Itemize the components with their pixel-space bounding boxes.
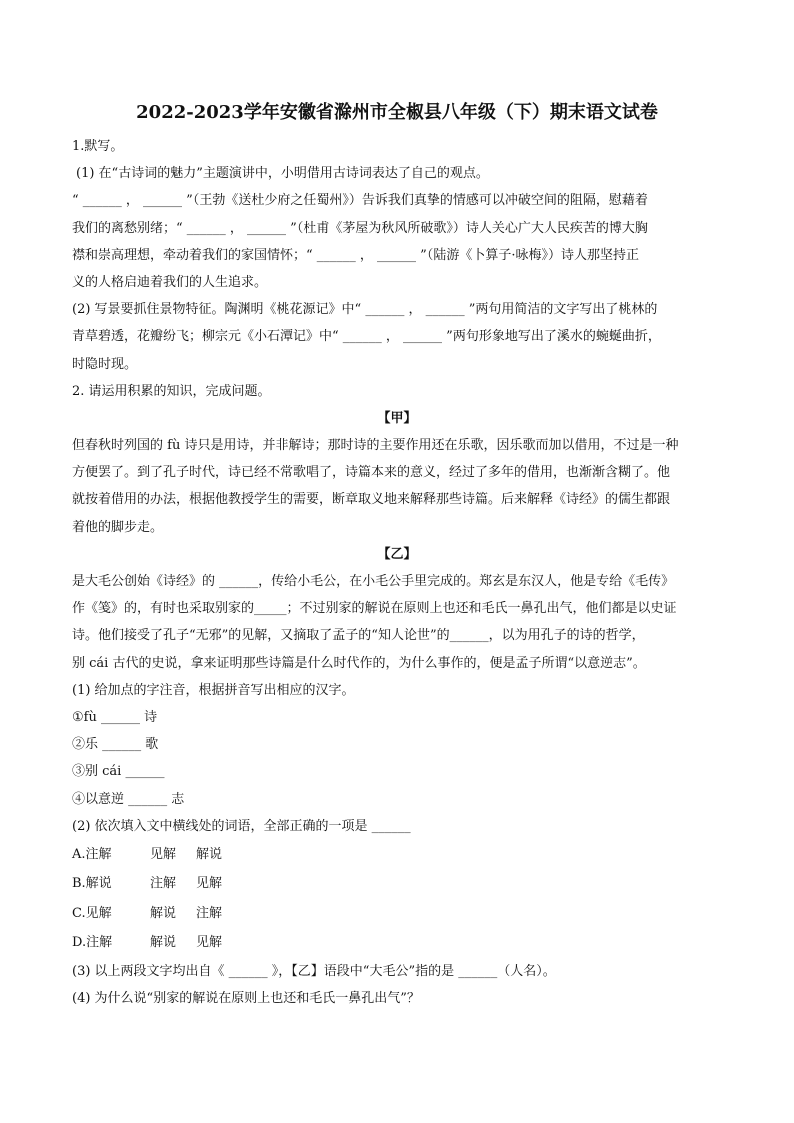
sub-question-4: (4) 为什么说“别家的解说在原则上也还和毛氏一鼻孔出气”？ bbox=[72, 991, 420, 1007]
sub-question-3: (3) 以上两段文字均出自《 ______ 》，【乙】语段中“大毛公”指的是 ______（人名）。 bbox=[72, 963, 556, 979]
question-1-part-2: (2) 写景要抓住景物特征。陶渊明《桃花源记》中“ ______ ， ______ ”两句用简洁的文字写出了桃林的 bbox=[72, 302, 658, 318]
passage-yi-line: 是大毛公创始《诗经》的 ______，传给小毛公，在小毛公手里完成的。郑玄是东汉人，他是专给《毛传》 bbox=[72, 574, 675, 589]
question-2-heading: 2. 请运用积累的知识，完成问题。 bbox=[72, 383, 271, 399]
answer-item: ①fù ______ 诗 bbox=[72, 709, 158, 725]
passage-jia-line: 就按着借用的办法，根据他教授学生的需要，断章取义地来解释那些诗篇。后来解释《诗经》的儒生都跟 bbox=[72, 492, 671, 508]
sub-question-2: (2) 依次填入文中横线处的词语，全部正确的一项是 ______ bbox=[72, 818, 411, 834]
option-a: A.注解 见解 解说 bbox=[72, 846, 223, 862]
text-line: 襟和崇高理想，牵动着我们的家国情怀；“ ______ ， ______ ”（陆游《卜算子·咏梅》）诗人那坚持正 bbox=[72, 247, 639, 263]
sub-question-1: (1) 给加点的字注音，根据拼音写出相应的汉字。 bbox=[72, 682, 355, 698]
text-line: 青草碧透，花瓣纷飞；柳宗元《小石潭记》中“ ______ ， ______ ”两句形象地写出了溪水的蜿蜒曲折， bbox=[72, 329, 661, 345]
option-b: B.解说 注解 见解 bbox=[72, 876, 223, 892]
passage-jia-line: 但春秋时列国的 fù 诗只是用诗，并非解诗；那时诗的主要作用还在乐歌，因乐歌而加以借用，不过是一种 bbox=[72, 438, 679, 454]
answer-item: ③别 cái ______ bbox=[72, 764, 165, 780]
section-jia-label: 【甲】 bbox=[377, 410, 417, 426]
text-line: “ ______ ， ______ ”（王勃《送杜少府之任蜀州》）告诉我们真挚的情感可以冲破空间的阻隔，慰藉着 bbox=[72, 193, 648, 209]
answer-item: ④以意逆 ______ 志 bbox=[72, 791, 185, 807]
page-title: 2022-2023学年安徽省滁州市全椒县八年级（下）期末语文试卷 bbox=[136, 102, 658, 123]
exam-content bbox=[72, 133, 722, 1012]
passage-jia-line: 着他的脚步走。 bbox=[72, 519, 164, 535]
question-1-heading: 1.默写。 bbox=[72, 139, 124, 154]
text-line: 我们的离愁别绪；“ ______ ， ______ ”（杜甫《茅屋为秋风所破歌》）诗人关心广大人民疾苦的博大胸 bbox=[72, 220, 648, 236]
passage-yi-line: 别 cái 古代的史说，拿来证明那些诗篇是什么时代作的，为什么事作的，便是孟子所谓“以意逆志”。 bbox=[72, 655, 646, 671]
option-c: C.见解 解说 注解 bbox=[72, 905, 223, 921]
section-yi-label: 【乙】 bbox=[377, 546, 417, 562]
passage-yi-line: 作《笺》的，有时也采取别家的_____；不过别家的解说在原则上也还和毛氏一鼻孔出气，他们都是以史证 bbox=[72, 601, 677, 617]
passage-yi-line: 诗。他们接受了孔子“无邪”的见解，又摘取了孟子的“知人论世”的______，以为用孔子的诗的哲学， bbox=[72, 628, 645, 644]
passage-jia-line: 方便罢了。到了孔子时代，诗已经不常歌唱了，诗篇本来的意义，经过了多年的借用，也渐渐含糊了。他 bbox=[72, 465, 671, 481]
answer-item: ②乐 ______ 歌 bbox=[72, 737, 159, 753]
question-1-part-1: (1) 在“古诗词的魅力”主题演讲中，小明借用古诗词表达了自己的观点。 bbox=[76, 166, 489, 182]
option-d: D.注解 解说 见解 bbox=[72, 935, 223, 951]
text-line: 时隐时现。 bbox=[72, 356, 138, 372]
text-line: 义的人格启迪着我们的人生追求。 bbox=[72, 274, 268, 290]
